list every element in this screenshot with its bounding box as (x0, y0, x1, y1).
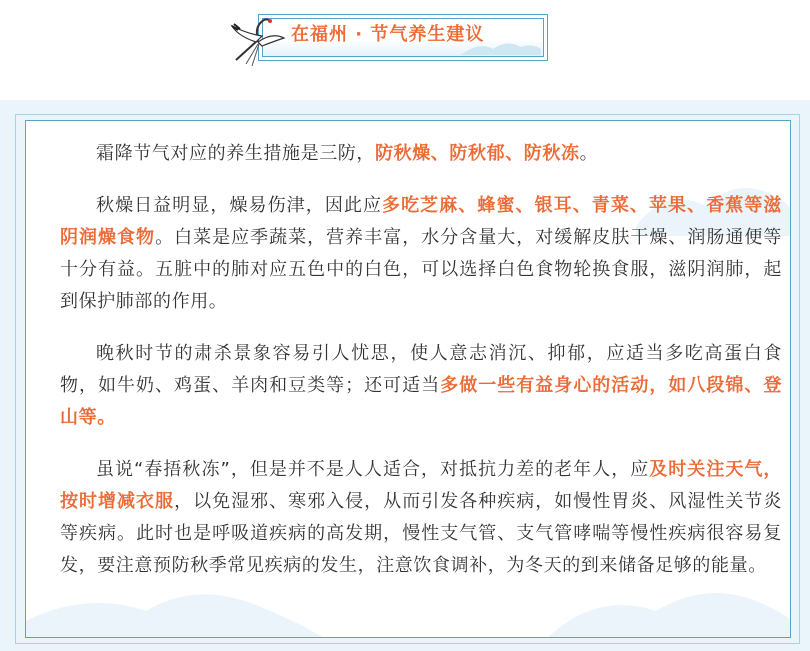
highlight-text: 及时关注天气，按时增减衣服 (60, 459, 782, 512)
crane-icon (228, 8, 308, 68)
paragraph-2: 秋燥日益明显，燥易伤津，因此应多吃芝麻、蜂蜜、银耳、青菜、苹果、香蕉等滋阴润燥食物。白菜是应季蔬菜，营养丰富，水分含量大，对缓解皮肤干燥、润肠通便等十分有益。五脏中的肺对应五色中的白色，可以选择白色食物轮换食服，滋阴润肺，起到保护肺部的作用。 (60, 195, 783, 312)
page-title: 在福州 · 节气养生建议 (291, 24, 485, 45)
highlight-text: 多做一些有益身心的活动，如八段锦、登山等。 (60, 375, 782, 428)
article-body (60, 138, 782, 602)
paragraph-3: 晚秋时节的肃杀景象容易引人忧思，使人意志消沉、抑郁，应适当多吃高蛋白食物，如牛奶、鸡蛋、羊肉和豆类等；还可适当多做一些有益身心的活动，如八段锦、登山等。 (60, 343, 782, 428)
highlight-text: 防秋燥、防秋郁、防秋冻 (375, 143, 580, 164)
highlight-text: 多吃芝麻、蜂蜜、银耳、青菜、苹果、香蕉等滋阴润燥食物 (60, 195, 782, 248)
paragraph-4: 虽说“春捂秋冻”，但是并不是人人适合，对抵抗力差的老年人，应及时关注天气，按时增减衣服，以免湿邪、寒邪入侵，从而引发各种疾病，如慢性胃炎、风湿性关节炎等疾病。此时也是呼吸道疾病的高发期，慢性支气管、支气管哮喘等慢性疾病很容易复发，要注意预防秋季常见疾病的发生，注意饮食调补，为冬天的到来储备足够的能量。 (60, 459, 782, 576)
paragraph-1: 霜降节气对应的养生措施是三防，防秋燥、防秋郁、防秋冻。 (96, 143, 599, 164)
